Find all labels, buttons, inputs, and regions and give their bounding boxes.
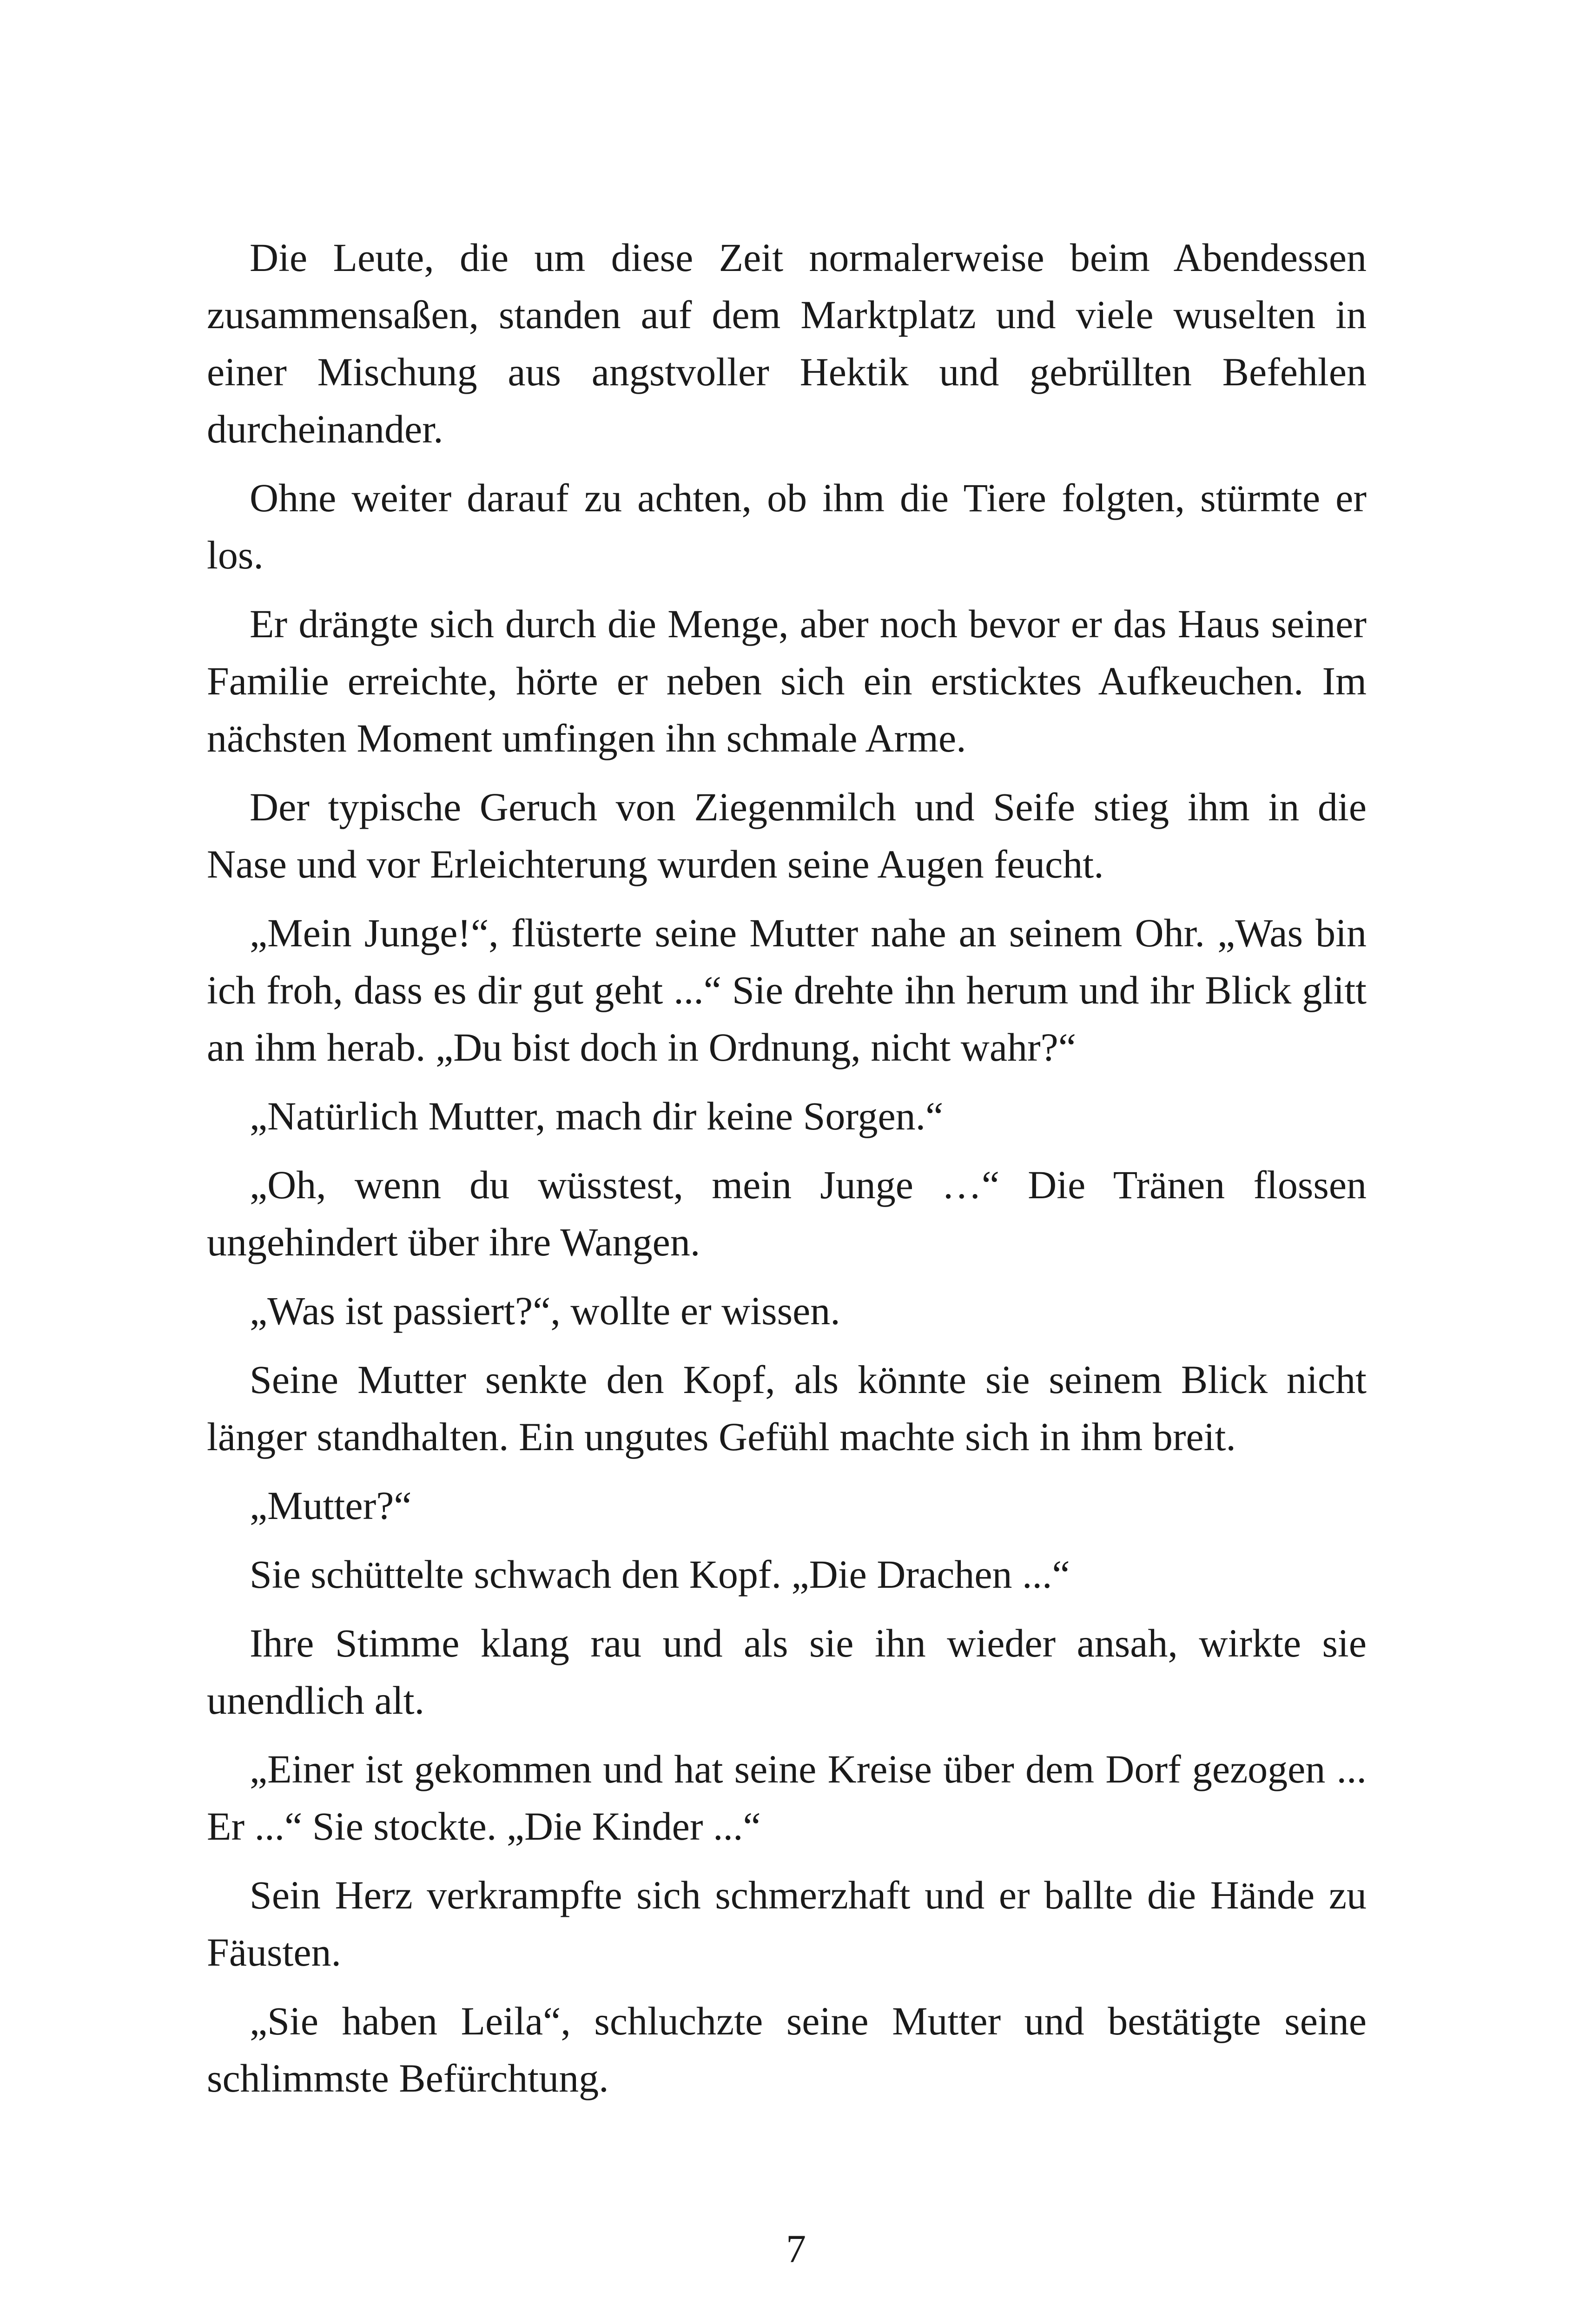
- paragraph: „Mutter?“: [250, 1483, 412, 1528]
- paragraph: „Natürlich Mutter, mach dir keine Sorgen.“: [250, 1094, 944, 1138]
- paragraph: Der typische Geruch von Ziegenmilch und Seife stieg ihm in die Nase und vor Erleichterung wurden seine Augen feucht.: [207, 785, 1367, 886]
- paragraph: Seine Mutter senkte den Kopf, als könnte sie seinem Blick nicht länger standhalten. Ein ungutes Gefühl machte sich in ihm breit.: [207, 1357, 1367, 1459]
- page-number: 7: [786, 2226, 806, 2271]
- paragraph: Er drängte sich durch die Menge, aber noch bevor er das Haus seiner Familie erreichte, hörte er neben sich ein ersticktes Aufkeuchen. Im nächsten Moment umfingen ihn schmale Arme.: [207, 601, 1367, 760]
- paragraph: „Oh, wenn du wüsstest, mein Junge …“ Die Tränen flossen ungehindert über ihre Wangen.: [207, 1162, 1367, 1264]
- paragraph: „Sie haben Leila“, schluchzte seine Mutter und bestätigte seine schlimmste Befürchtung.: [207, 1999, 1367, 2100]
- paragraph: Sein Herz verkrampfte sich schmerzhaft und er ballte die Hände zu Fäusten.: [207, 1873, 1367, 1974]
- paragraph: „Einer ist gekommen und hat seine Kreise über dem Dorf gezogen ... Er ...“ Sie stockte. „Die Kinder ...“: [207, 1747, 1367, 1849]
- paragraph: Sie schüttelte schwach den Kopf. „Die Drachen ...“: [250, 1552, 1070, 1597]
- body-text: [207, 229, 1367, 2119]
- paragraph: Die Leute, die um diese Zeit normalerweise beim Abendessen zusammensaßen, standen auf dem Marktplatz und viele wuselten in einer Mischung aus angstvoller Hektik und gebrüllten Befehlen durcheinander.: [207, 235, 1367, 451]
- paragraph: Ihre Stimme klang rau und als sie ihn wieder ansah, wirkte sie unendlich alt.: [207, 1621, 1367, 1723]
- paragraph: „Was ist passiert?“, wollte er wissen.: [250, 1288, 840, 1333]
- paragraph: „Mein Junge!“, flüsterte seine Mutter nahe an seinem Ohr. „Was bin ich froh, dass es dir gut geht ...“ Sie drehte ihn herum und ihr Blick glitt an ihm herab. „Du bist doch in Ordnung, nicht wahr?“: [207, 911, 1367, 1070]
- paragraph: Ohne weiter darauf zu achten, ob ihm die Tiere folgten, stürmte er los.: [207, 475, 1367, 577]
